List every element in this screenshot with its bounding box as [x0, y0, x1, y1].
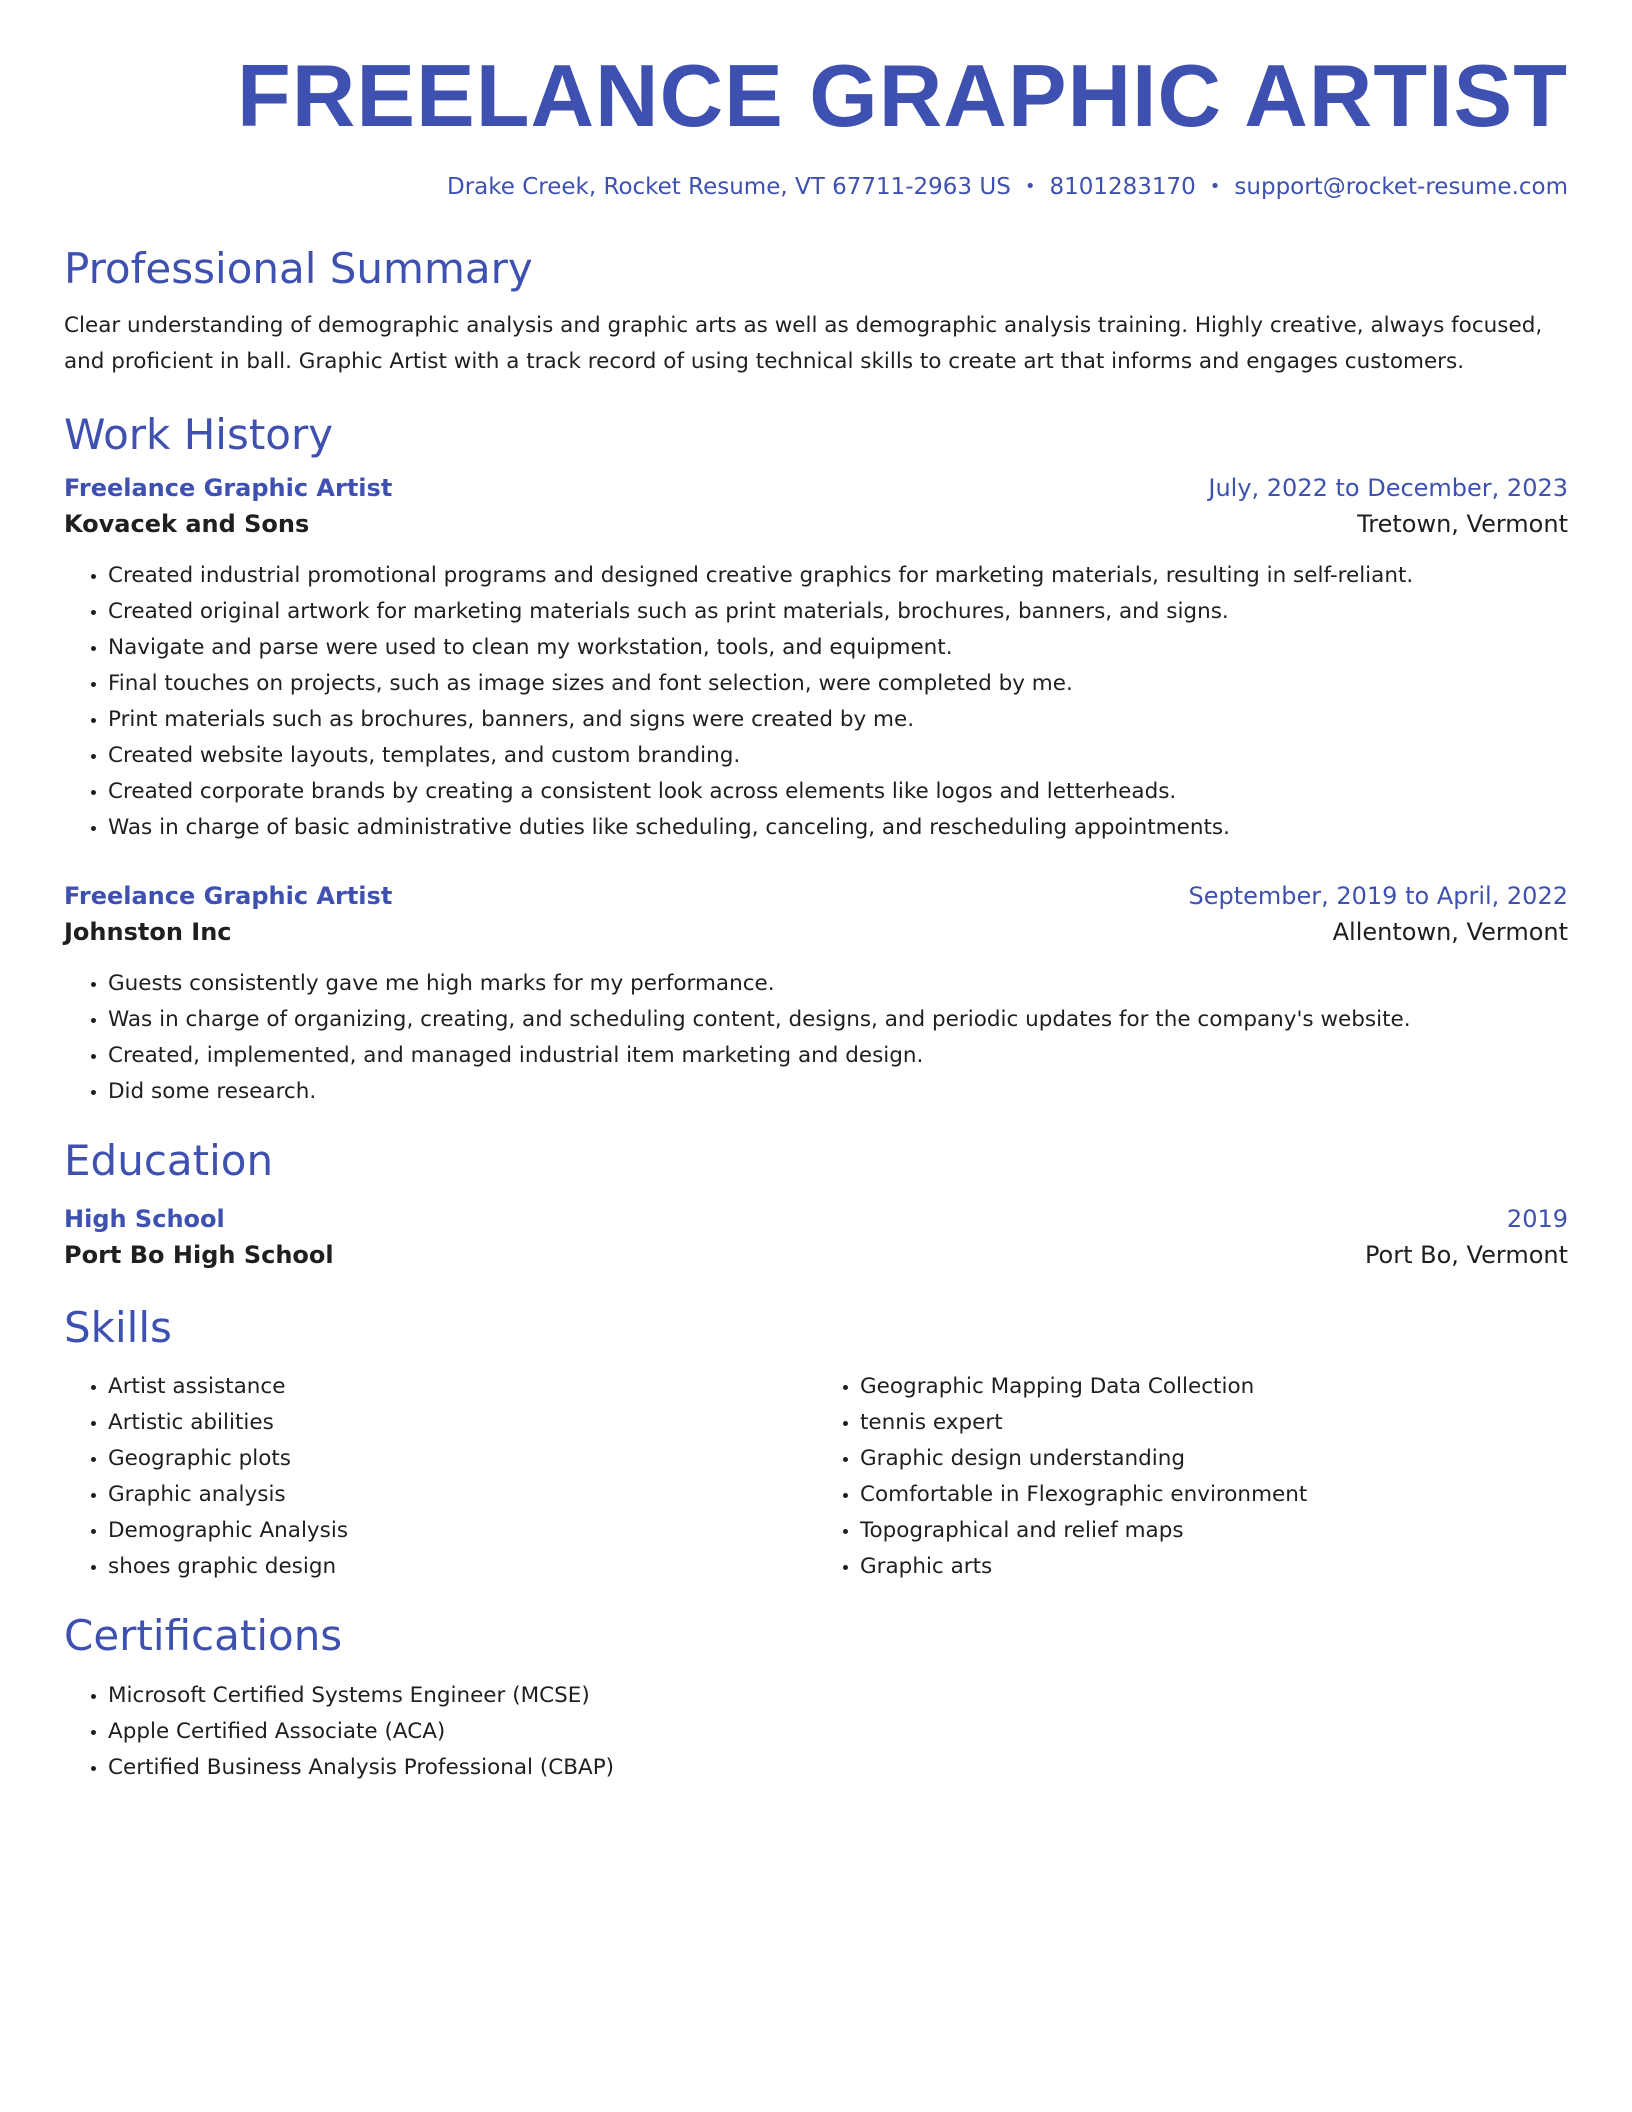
job-company: Johnston Inc — [64, 918, 232, 947]
list-item: • Did some research. — [108, 1074, 1568, 1110]
list-item: • Print materials such as brochures, banners, and signs were created by me. — [108, 702, 1568, 738]
job-company: Kovacek and Sons — [64, 510, 310, 539]
work-history-heading: Work History — [64, 409, 334, 459]
list-item: • Apple Certified Associate (ACA) — [108, 1714, 1568, 1750]
education-heading: Education — [64, 1136, 274, 1186]
skills-section — [64, 1303, 1568, 1585]
list-item: • Guests consistently gave me high marks for my performance. — [108, 966, 1568, 1002]
resume-header — [64, 0, 1568, 202]
list-item: • Was in charge of basic administrative duties like scheduling, canceling, and rescheduling appointments. — [108, 810, 1568, 846]
list-item: • Artistic abilities — [108, 1405, 816, 1441]
list-item: • Graphic analysis — [108, 1477, 816, 1513]
job-bullets — [64, 558, 1568, 846]
summary-text: Clear understanding of demographic analysis and graphic arts as well as demographic analysis training. Highly creative, always focused, and proficient in ball. Graphic Artist with a track record of using technical skills to create art that informs and engages customers. — [64, 312, 1543, 374]
job-title: Freelance Graphic Artist — [64, 474, 393, 503]
work-history-section — [64, 410, 1568, 1110]
list-item: • Topographical and relief maps — [860, 1513, 1568, 1549]
job-location: Tretown, Vermont — [1357, 510, 1568, 539]
summary-heading: Professional Summary — [64, 243, 533, 293]
list-item: • Created website layouts, templates, and custom branding. — [108, 738, 1568, 774]
list-item: • Certified Business Analysis Professional (CBAP) — [108, 1750, 1568, 1786]
job-title: Freelance Graphic Artist — [64, 882, 393, 911]
contact-separator: • — [1024, 176, 1036, 197]
list-item: • Geographic plots — [108, 1441, 816, 1477]
job-location: Allentown, Vermont — [1332, 918, 1568, 947]
list-item: • Created, implemented, and managed industrial item marketing and design. — [108, 1038, 1568, 1074]
list-item: • Artist assistance — [108, 1369, 816, 1405]
list-item: • shoes graphic design — [108, 1549, 816, 1585]
certifications-heading: Certifications — [64, 1611, 343, 1661]
certifications-list — [64, 1678, 1568, 1786]
list-item: • Demographic Analysis — [108, 1513, 816, 1549]
list-item: • Navigate and parse were used to clean my workstation, tools, and equipment. — [108, 630, 1568, 666]
skills-heading: Skills — [64, 1302, 172, 1352]
education-section — [64, 1136, 1568, 1268]
job-dates: July, 2022 to December, 2023 — [1208, 474, 1568, 503]
list-item: • Microsoft Certified Systems Engineer (MCSE) — [108, 1678, 1568, 1714]
certifications-section — [64, 1611, 1568, 1785]
list-item: • tennis expert — [860, 1405, 1568, 1441]
education-entry — [64, 1205, 1568, 1269]
skills-grid — [64, 1353, 1568, 1585]
contact-email[interactable]: support@rocket-resume.com — [1234, 174, 1568, 200]
contact-phone: 8101283170 — [1049, 174, 1196, 200]
contact-address: Drake Creek, Rocket Resume, VT 67711-2963 US — [447, 174, 1011, 200]
job-dates: September, 2019 to April, 2022 — [1188, 882, 1568, 911]
contact-line — [64, 174, 1568, 202]
job-entry — [64, 882, 1568, 1110]
list-item: • Graphic arts — [860, 1549, 1568, 1585]
education-location: Port Bo, Vermont — [1364, 1240, 1568, 1269]
list-item: • Created industrial promotional programs and designed creative graphics for marketing materials, resulting in self-reliant. — [108, 558, 1568, 594]
resume-name: FREELANCE GRAPHIC ARTIST — [237, 46, 1568, 145]
education-school: Port Bo High School — [64, 1240, 334, 1269]
contact-separator: • — [1209, 176, 1221, 197]
job-entry — [64, 474, 1568, 846]
list-item: • Created original artwork for marketing materials such as print materials, brochures, banners, and signs. — [108, 594, 1568, 630]
education-degree: High School — [64, 1204, 225, 1233]
list-item: • Graphic design understanding — [860, 1441, 1568, 1477]
skills-column-left — [64, 1369, 816, 1585]
list-item: • Comfortable in Flexographic environment — [860, 1477, 1568, 1513]
summary-section — [64, 244, 1568, 380]
skills-column-right — [816, 1369, 1568, 1585]
job-bullets — [64, 966, 1568, 1110]
list-item: • Final touches on projects, such as image sizes and font selection, were completed by me. — [108, 666, 1568, 702]
list-item: • Geographic Mapping Data Collection — [860, 1369, 1568, 1405]
education-year: 2019 — [1506, 1204, 1568, 1233]
list-item: • Was in charge of organizing, creating, and scheduling content, designs, and periodic updates for the company's website. — [108, 1002, 1568, 1038]
list-item: • Created corporate brands by creating a consistent look across elements like logos and letterheads. — [108, 774, 1568, 810]
